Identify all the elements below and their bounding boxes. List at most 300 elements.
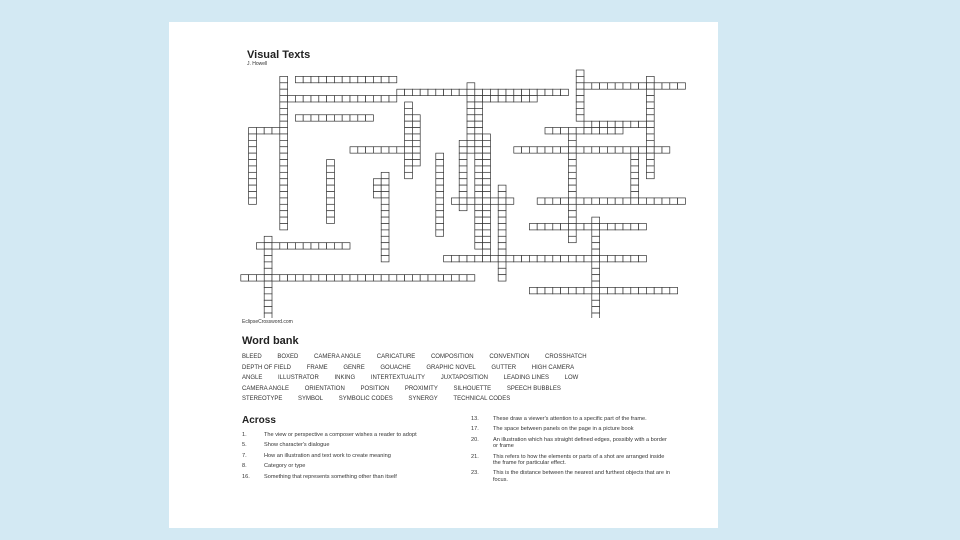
crossword-cell (412, 121, 420, 127)
crossword-cell (475, 134, 483, 140)
word-bank-row (242, 394, 702, 405)
clue (471, 416, 673, 422)
crossword-cell (631, 160, 639, 166)
crossword-cell (264, 255, 272, 261)
crossword-cell (553, 224, 561, 230)
crossword-cell (280, 198, 288, 204)
crossword-cell (467, 255, 475, 261)
crossword-cell (381, 230, 389, 236)
crossword-cell (475, 230, 483, 236)
crossword-cell (623, 83, 631, 89)
crossword-cell (654, 198, 662, 204)
crossword-cell (467, 198, 475, 204)
crossword-cell (483, 211, 491, 217)
crossword-cell (553, 287, 561, 293)
crossword-cell (646, 140, 654, 146)
crossword-cell (373, 192, 381, 198)
crossword-cell (537, 89, 545, 95)
crossword-cell (366, 96, 374, 102)
crossword-cell (303, 76, 311, 82)
crossword-cell (498, 249, 506, 255)
crossword-cell (545, 128, 553, 134)
crossword-cell (646, 83, 654, 89)
word-bank-entry: INKING (334, 375, 356, 381)
crossword-cell (280, 134, 288, 140)
crossword-cell (256, 275, 264, 281)
crossword-cell (475, 185, 483, 191)
crossword-cell (498, 96, 506, 102)
crossword-cell (288, 96, 296, 102)
crossword-cell (467, 134, 475, 140)
clue-number: 13. (471, 416, 479, 422)
crossword-cell (373, 96, 381, 102)
crossword-cell (381, 249, 389, 255)
crossword-cell (529, 89, 537, 95)
crossword-cell (568, 147, 576, 153)
crossword-cell (576, 115, 584, 121)
crossword-cell (420, 275, 428, 281)
crossword-cell (545, 224, 553, 230)
crossword-cell (498, 255, 506, 261)
crossword-cell (483, 255, 491, 261)
crossword-cell (327, 179, 335, 185)
crossword-cell (459, 140, 467, 146)
crossword-cell (327, 192, 335, 198)
crossword-cell (475, 172, 483, 178)
crossword-cell (249, 166, 257, 172)
crossword-cell (662, 83, 670, 89)
crossword-cell (350, 96, 358, 102)
crossword-cell (311, 76, 319, 82)
crossword-cell (366, 115, 374, 121)
crossword-cell (483, 89, 491, 95)
crossword-cell (592, 281, 600, 287)
crossword-cell (631, 83, 639, 89)
crossword-cell (529, 147, 537, 153)
crossword-cell (623, 224, 631, 230)
crossword-cell (342, 243, 350, 249)
crossword-cell (475, 224, 483, 230)
crossword-cell (607, 255, 615, 261)
crossword-cell (545, 147, 553, 153)
crossword-cell (436, 179, 444, 185)
crossword-cell (592, 83, 600, 89)
crossword-cell (405, 166, 413, 172)
crossword-cell (584, 224, 592, 230)
crossword-cell (639, 287, 647, 293)
crossword-cell (483, 236, 491, 242)
crossword-cell (459, 153, 467, 159)
crossword-cell (249, 185, 257, 191)
clue (471, 470, 673, 483)
crossword-cell (646, 76, 654, 82)
clue-text: Show character's dialogue (264, 442, 330, 449)
crossword-cell (280, 192, 288, 198)
crossword-cell (459, 192, 467, 198)
crossword-cell (280, 224, 288, 230)
crossword-cell (607, 83, 615, 89)
crossword-cell (592, 287, 600, 293)
crossword-cell (553, 128, 561, 134)
crossword-cell (568, 172, 576, 178)
crossword-cell (256, 243, 264, 249)
crossword-cell (436, 153, 444, 159)
crossword-cell (264, 262, 272, 268)
crossword-cell (545, 198, 553, 204)
crossword-cell (607, 121, 615, 127)
crossword-cell (249, 134, 257, 140)
crossword-cell (405, 153, 413, 159)
crossword-cell (475, 217, 483, 223)
crossword-cell (584, 287, 592, 293)
crossword-cell (311, 115, 319, 121)
crossword-cell (381, 255, 389, 261)
crossword-cell (467, 121, 475, 127)
crossword-cell (670, 287, 678, 293)
crossword-cell (576, 198, 584, 204)
crossword-cell (303, 275, 311, 281)
crossword-cell (600, 287, 608, 293)
crossword-cell (600, 121, 608, 127)
clue (471, 426, 673, 432)
crossword-cell (568, 230, 576, 236)
crossword-cell (405, 121, 413, 127)
crossword-cell (600, 198, 608, 204)
clue-text: This refers to how the elements or parts of a shot are arranged inside the frame for particular effect. (493, 453, 665, 467)
clue-number: 5. (242, 442, 247, 449)
crossword-cell (639, 224, 647, 230)
word-bank-entry: SYNERGY (408, 396, 438, 402)
crossword-cell (568, 236, 576, 242)
crossword-cell (607, 128, 615, 134)
clue-text: How an illustration and text work to create meaning (264, 452, 391, 459)
crossword-cell (295, 76, 303, 82)
crossword-cell (506, 255, 514, 261)
crossword-cell (405, 140, 413, 146)
worksheet-title: Visual Texts (247, 49, 311, 61)
crossword-cell (327, 204, 335, 210)
crossword-cell (264, 268, 272, 274)
crossword-cell (483, 243, 491, 249)
crossword-cell (483, 153, 491, 159)
crossword-cell (646, 121, 654, 127)
word-bank-entry: HIGH CAMERA (531, 364, 575, 371)
crossword-cell (467, 115, 475, 121)
crossword-cell (358, 96, 366, 102)
crossword-cell (436, 275, 444, 281)
crossword-cell (280, 275, 288, 281)
crossword-cell (639, 147, 647, 153)
crossword-cell (584, 83, 592, 89)
crossword-cell (490, 198, 498, 204)
crossword-cell (592, 230, 600, 236)
crossword-cell (670, 198, 678, 204)
crossword-cell (381, 192, 389, 198)
crossword-cell (631, 172, 639, 178)
word-bank-entry: CARICATURE (376, 354, 416, 360)
crossword-cell (576, 70, 584, 76)
site-credit: EclipseCrossword.com (242, 319, 293, 325)
crossword-cell (475, 243, 483, 249)
word-bank-entry: CROSSHATCH (545, 354, 587, 360)
crossword-cell (639, 83, 647, 89)
word-bank-entry: TECHNICAL CODES (453, 396, 511, 402)
word-bank-row (242, 352, 702, 363)
crossword-cell (405, 147, 413, 153)
word-bank-row (242, 363, 702, 374)
crossword-cell (514, 147, 522, 153)
crossword-cell (319, 76, 327, 82)
crossword-cell (381, 224, 389, 230)
crossword-cell (646, 89, 654, 95)
crossword-cell (631, 147, 639, 153)
crossword-cell (412, 147, 420, 153)
crossword-cell (381, 179, 389, 185)
crossword-cell (623, 255, 631, 261)
crossword-cell (311, 275, 319, 281)
crossword-cell (256, 128, 264, 134)
crossword-cell (288, 243, 296, 249)
crossword-cell (373, 185, 381, 191)
crossword-cell (537, 287, 545, 293)
crossword-cell (280, 96, 288, 102)
crossword-cell (303, 243, 311, 249)
crossword-cell (280, 185, 288, 191)
crossword-cell (459, 147, 467, 153)
crossword-cell (459, 204, 467, 210)
crossword-cell (475, 115, 483, 121)
crossword-cell (631, 192, 639, 198)
crossword-cell (467, 108, 475, 114)
crossword-cell (537, 224, 545, 230)
crossword-cell (483, 204, 491, 210)
crossword-cell (654, 83, 662, 89)
crossword-cell (475, 255, 483, 261)
crossword-cell (592, 217, 600, 223)
clue-number: 20. (471, 436, 479, 443)
crossword-cell (568, 198, 576, 204)
crossword-cell (584, 255, 592, 261)
crossword-cell (327, 217, 335, 223)
crossword-cell (389, 96, 397, 102)
crossword-cell (646, 172, 654, 178)
crossword-cell (249, 147, 257, 153)
crossword-cell (662, 198, 670, 204)
crossword-cell (389, 275, 397, 281)
crossword-cell (568, 287, 576, 293)
crossword-cell (537, 255, 545, 261)
clue (471, 437, 673, 450)
crossword-cell (405, 275, 413, 281)
crossword-cell (576, 108, 584, 114)
word-bank-entry: CONVENTION (489, 354, 530, 360)
crossword-cell (280, 83, 288, 89)
crossword-cell (498, 236, 506, 242)
crossword-cell (592, 224, 600, 230)
crossword-cell (631, 198, 639, 204)
crossword-cell (249, 198, 257, 204)
crossword-cell (498, 204, 506, 210)
crossword-cell (545, 255, 553, 261)
crossword-cell (615, 147, 623, 153)
crossword-cell (264, 128, 272, 134)
crossword-cell (459, 179, 467, 185)
word-bank-entry: BLEED (242, 354, 262, 360)
crossword-cell (483, 249, 491, 255)
crossword-cell (381, 76, 389, 82)
crossword-cell (358, 275, 366, 281)
crossword-cell (678, 83, 686, 89)
crossword-cell (389, 147, 397, 153)
crossword-cell (373, 179, 381, 185)
crossword-cell (483, 140, 491, 146)
crossword-cell (483, 224, 491, 230)
crossword-cell (646, 108, 654, 114)
crossword-cell (249, 140, 257, 146)
crossword-cell (600, 224, 608, 230)
word-bank-entry: BOXED (277, 354, 299, 360)
word-bank-entry: GENRE (343, 364, 365, 371)
crossword-cell (280, 166, 288, 172)
crossword-cell (327, 166, 335, 172)
crossword-cell (397, 275, 405, 281)
crossword-cell (412, 275, 420, 281)
crossword-cell (405, 128, 413, 134)
crossword-cell (405, 172, 413, 178)
crossword-cell (444, 255, 452, 261)
crossword-cell (646, 115, 654, 121)
crossword-cell (522, 255, 530, 261)
clue (471, 454, 673, 467)
crossword-cell (264, 281, 272, 287)
crossword-cell (366, 147, 374, 153)
crossword-cell (490, 255, 498, 261)
crossword-cell (646, 134, 654, 140)
crossword-cell (288, 275, 296, 281)
crossword-cell (459, 89, 467, 95)
crossword-cell (490, 89, 498, 95)
clue-text: Something that represents something other than itself (264, 473, 397, 480)
crossword-cell (553, 198, 561, 204)
crossword-cell (615, 121, 623, 127)
crossword-cell (592, 255, 600, 261)
crossword-cell (327, 160, 335, 166)
crossword-cell (467, 147, 475, 153)
crossword-cell (607, 224, 615, 230)
crossword-cell (327, 115, 335, 121)
crossword-cell (436, 198, 444, 204)
crossword-cell (483, 198, 491, 204)
clue-text: The view or perspective a composer wishes a reader to adopt (264, 432, 417, 438)
across-clues-left (242, 432, 444, 484)
crossword-cell (303, 96, 311, 102)
crossword-cell (249, 153, 257, 159)
crossword-cell (592, 268, 600, 274)
crossword-cell (350, 275, 358, 281)
crossword-cell (576, 255, 584, 261)
word-bank-entry: FRAME (306, 364, 328, 371)
crossword-cell (576, 147, 584, 153)
crossword-cell (568, 185, 576, 191)
crossword-cell (592, 249, 600, 255)
crossword-cell (249, 128, 257, 134)
crossword-cell (498, 185, 506, 191)
crossword-cell (561, 147, 569, 153)
crossword-cell (678, 198, 686, 204)
crossword-cell (264, 300, 272, 306)
crossword-cell (592, 121, 600, 127)
crossword-cell (592, 198, 600, 204)
clue-number: 7. (242, 452, 247, 459)
clue (242, 442, 444, 448)
word-bank-entry: JUXTAPOSITION (440, 375, 488, 381)
clue (242, 474, 444, 480)
crossword-cell (467, 96, 475, 102)
crossword-cell (498, 192, 506, 198)
crossword-cell (467, 83, 475, 89)
crossword-cell (264, 249, 272, 255)
crossword-cell (553, 255, 561, 261)
crossword-cell (436, 224, 444, 230)
clue (242, 463, 444, 469)
crossword-cell (272, 275, 280, 281)
crossword-cell (584, 121, 592, 127)
crossword-cell (631, 153, 639, 159)
crossword-cell (381, 217, 389, 223)
word-bank (242, 352, 702, 405)
crossword-cell (475, 236, 483, 242)
crossword-cell (350, 76, 358, 82)
crossword-cell (600, 83, 608, 89)
crossword-cell (264, 275, 272, 281)
crossword-cell (483, 217, 491, 223)
crossword-cell (475, 108, 483, 114)
crossword-cell (350, 147, 358, 153)
crossword-cell (467, 89, 475, 95)
crossword-cell (506, 198, 514, 204)
crossword-cell (576, 102, 584, 108)
crossword-cell (280, 89, 288, 95)
crossword-cell (568, 211, 576, 217)
crossword-cell (483, 147, 491, 153)
crossword-cell (639, 198, 647, 204)
crossword-cell (475, 121, 483, 127)
crossword-cell (631, 166, 639, 172)
crossword-cell (592, 294, 600, 300)
crossword-cell (584, 147, 592, 153)
word-bank-entry: SYMBOLIC CODES (338, 396, 393, 402)
crossword-cell (498, 275, 506, 281)
crossword-cell (342, 275, 350, 281)
crossword-cell (342, 115, 350, 121)
word-bank-entry: GUTTER (491, 364, 517, 371)
crossword-cell (584, 198, 592, 204)
crossword-cell (334, 115, 342, 121)
crossword-cell (311, 243, 319, 249)
crossword-cell (592, 128, 600, 134)
crossword-cell (249, 192, 257, 198)
crossword-cell (576, 128, 584, 134)
crossword-cell (568, 166, 576, 172)
crossword-cell (436, 166, 444, 172)
crossword-cell (412, 140, 420, 146)
clue-text: An illustration which has straight defined edges, possibly with a border or frame (493, 436, 667, 450)
crossword-cell (646, 198, 654, 204)
crossword-cell (623, 287, 631, 293)
crossword-cell (592, 147, 600, 153)
crossword-cell (483, 192, 491, 198)
crossword-cell (483, 166, 491, 172)
